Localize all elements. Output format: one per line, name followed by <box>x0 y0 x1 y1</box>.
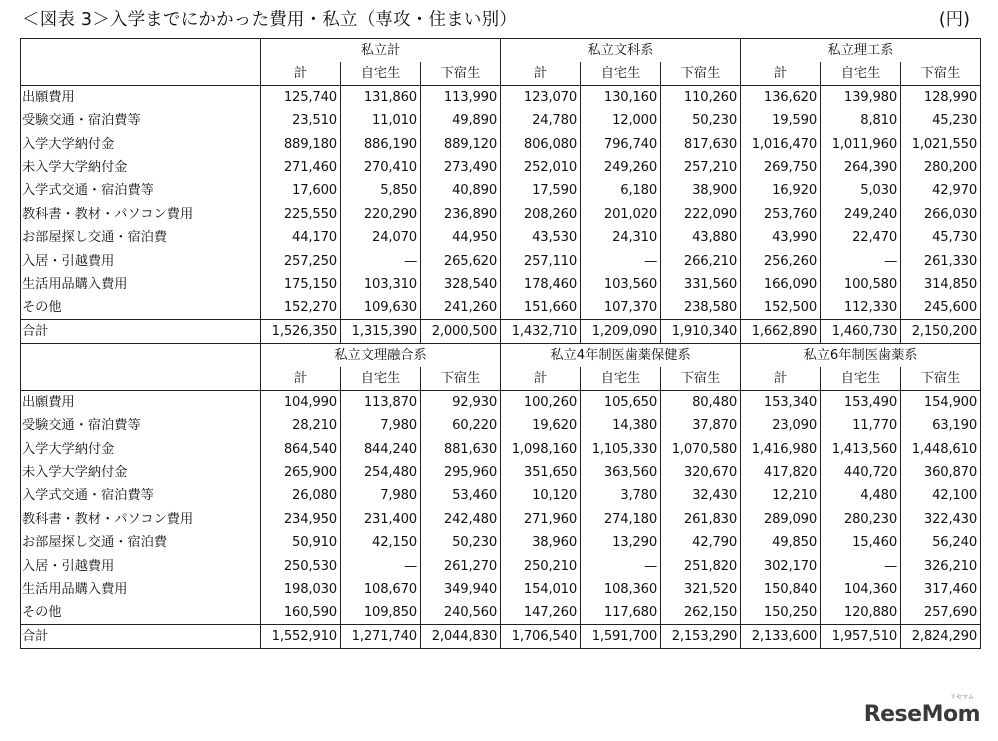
sub-header: 計 <box>501 62 581 86</box>
value-cell: 1,910,340 <box>661 320 741 344</box>
value-cell: 26,080 <box>261 484 341 507</box>
value-cell: 104,990 <box>261 391 341 415</box>
value-cell: 864,540 <box>261 438 341 461</box>
value-cell: 1,070,580 <box>661 438 741 461</box>
table-row <box>21 156 981 179</box>
value-cell: 139,980 <box>821 86 901 110</box>
value-cell: 241,260 <box>421 296 501 320</box>
row-label: 出願費用 <box>21 391 261 415</box>
value-cell: 266,210 <box>661 249 741 272</box>
value-cell: 152,500 <box>741 296 821 320</box>
value-cell: 43,880 <box>661 226 741 249</box>
value-cell: 150,840 <box>741 578 821 601</box>
value-cell: — <box>581 249 661 272</box>
value-cell: 881,630 <box>421 438 501 461</box>
value-cell: 201,020 <box>581 203 661 226</box>
value-cell: 175,150 <box>261 273 341 296</box>
value-cell: 11,770 <box>821 414 901 437</box>
value-cell: 147,260 <box>501 601 581 625</box>
value-cell: 2,150,200 <box>901 320 981 344</box>
header-blank-cell <box>21 39 261 63</box>
group-header-row <box>21 344 981 368</box>
row-label: その他 <box>21 601 261 625</box>
table-row <box>21 531 981 554</box>
value-cell: 363,560 <box>581 461 661 484</box>
sub-header: 自宅生 <box>581 367 661 391</box>
value-cell: 80,480 <box>661 391 741 415</box>
value-cell: 113,990 <box>421 86 501 110</box>
value-cell: 45,230 <box>901 109 981 132</box>
value-cell: 178,460 <box>501 273 581 296</box>
value-cell: 280,200 <box>901 156 981 179</box>
sub-header: 自宅生 <box>581 62 661 86</box>
table-row <box>21 273 981 296</box>
value-cell: 262,150 <box>661 601 741 625</box>
sub-header-row <box>21 62 981 86</box>
value-cell: 271,960 <box>501 508 581 531</box>
value-cell: 351,650 <box>501 461 581 484</box>
value-cell: 109,630 <box>341 296 421 320</box>
value-cell: 249,240 <box>821 203 901 226</box>
value-cell: 331,560 <box>661 273 741 296</box>
table-row <box>21 508 981 531</box>
sub-header: 自宅生 <box>341 367 421 391</box>
value-cell: 108,360 <box>581 578 661 601</box>
value-cell: 1,413,560 <box>821 438 901 461</box>
value-cell: 104,360 <box>821 578 901 601</box>
value-cell: 15,460 <box>821 531 901 554</box>
table-row <box>21 132 981 155</box>
row-label: 入学大学納付金 <box>21 438 261 461</box>
value-cell: 889,120 <box>421 132 501 155</box>
value-cell: — <box>581 554 661 577</box>
value-cell: 152,270 <box>261 296 341 320</box>
value-cell: 4,480 <box>821 484 901 507</box>
table-title: ＜図表 3＞入学までにかかった費用・私立（専攻・住まい別） <box>22 10 517 30</box>
row-label: 受験交通・宿泊費等 <box>21 109 261 132</box>
sub-header: 下宿生 <box>661 367 741 391</box>
group-header: 私立文科系 <box>501 39 741 63</box>
value-cell: 45,730 <box>901 226 981 249</box>
table-row <box>21 391 981 415</box>
value-cell: 100,580 <box>821 273 901 296</box>
value-cell: 1,315,390 <box>341 320 421 344</box>
logo-ruby: リセマム <box>950 694 974 701</box>
value-cell: 256,260 <box>741 249 821 272</box>
value-cell: 240,560 <box>421 601 501 625</box>
resemom-logo: ReseMom <box>863 702 980 727</box>
value-cell: 322,430 <box>901 508 981 531</box>
value-cell: 222,090 <box>661 203 741 226</box>
value-cell: 1,105,330 <box>581 438 661 461</box>
table-row <box>21 578 981 601</box>
value-cell: 261,270 <box>421 554 501 577</box>
value-cell: 1,011,960 <box>821 132 901 155</box>
value-cell: 806,080 <box>501 132 581 155</box>
value-cell: 166,090 <box>741 273 821 296</box>
row-label: 合計 <box>21 625 261 649</box>
sub-header: 計 <box>261 62 341 86</box>
value-cell: 1,448,610 <box>901 438 981 461</box>
value-cell: 160,590 <box>261 601 341 625</box>
value-cell: 295,960 <box>421 461 501 484</box>
value-cell: 123,070 <box>501 86 581 110</box>
value-cell: 271,460 <box>261 156 341 179</box>
value-cell: 252,010 <box>501 156 581 179</box>
value-cell: 2,000,500 <box>421 320 501 344</box>
row-label: 入居・引越費用 <box>21 554 261 577</box>
value-cell: 32,430 <box>661 484 741 507</box>
value-cell: 49,890 <box>421 109 501 132</box>
group-header: 私立理工系 <box>741 39 981 63</box>
value-cell: 417,820 <box>741 461 821 484</box>
value-cell: 8,810 <box>821 109 901 132</box>
value-cell: 17,600 <box>261 179 341 202</box>
value-cell: 40,890 <box>421 179 501 202</box>
sub-header: 下宿生 <box>901 367 981 391</box>
sub-header: 自宅生 <box>341 62 421 86</box>
value-cell: 110,260 <box>661 86 741 110</box>
value-cell: 42,970 <box>901 179 981 202</box>
value-cell: 254,480 <box>341 461 421 484</box>
value-cell: 154,010 <box>501 578 581 601</box>
value-cell: 17,590 <box>501 179 581 202</box>
value-cell: 231,400 <box>341 508 421 531</box>
value-cell: 208,260 <box>501 203 581 226</box>
value-cell: 43,990 <box>741 226 821 249</box>
value-cell: 289,090 <box>741 508 821 531</box>
value-cell: 5,030 <box>821 179 901 202</box>
row-label: 出願費用 <box>21 86 261 110</box>
row-label: 入居・引越費用 <box>21 249 261 272</box>
value-cell: 1,706,540 <box>501 625 581 649</box>
table-row <box>21 554 981 577</box>
value-cell: 92,930 <box>421 391 501 415</box>
value-cell: 349,940 <box>421 578 501 601</box>
value-cell: 1,416,980 <box>741 438 821 461</box>
sub-header: 計 <box>261 367 341 391</box>
value-cell: 234,950 <box>261 508 341 531</box>
row-label: 受験交通・宿泊費等 <box>21 414 261 437</box>
row-label: 生活用品購入費用 <box>21 273 261 296</box>
value-cell: 1,021,550 <box>901 132 981 155</box>
sub-header: 計 <box>741 62 821 86</box>
value-cell: 3,780 <box>581 484 661 507</box>
value-cell: 2,824,290 <box>901 625 981 649</box>
table-row <box>21 109 981 132</box>
value-cell: 53,460 <box>421 484 501 507</box>
value-cell: 28,210 <box>261 414 341 437</box>
value-cell: 265,620 <box>421 249 501 272</box>
value-cell: 321,520 <box>661 578 741 601</box>
group-header: 私立計 <box>261 39 501 63</box>
value-cell: 131,860 <box>341 86 421 110</box>
table-row <box>21 296 981 320</box>
value-cell: 257,110 <box>501 249 581 272</box>
value-cell: 360,870 <box>901 461 981 484</box>
value-cell: 7,980 <box>341 414 421 437</box>
value-cell: 14,380 <box>581 414 661 437</box>
group-header: 私立6年制医歯薬系 <box>741 344 981 368</box>
value-cell: 2,044,830 <box>421 625 501 649</box>
value-cell: 886,190 <box>341 132 421 155</box>
value-cell: 24,780 <box>501 109 581 132</box>
table-row <box>21 203 981 226</box>
row-label: その他 <box>21 296 261 320</box>
group-header: 私立4年制医歯薬保健系 <box>501 344 741 368</box>
group-header-row <box>21 39 981 63</box>
value-cell: 151,660 <box>501 296 581 320</box>
value-cell: 13,290 <box>581 531 661 554</box>
value-cell: 250,530 <box>261 554 341 577</box>
value-cell: 273,490 <box>421 156 501 179</box>
table-row <box>21 438 981 461</box>
value-cell: 1,098,160 <box>501 438 581 461</box>
value-cell: 150,250 <box>741 601 821 625</box>
value-cell: 108,670 <box>341 578 421 601</box>
table-row <box>21 249 981 272</box>
value-cell: 63,190 <box>901 414 981 437</box>
value-cell: 257,210 <box>661 156 741 179</box>
value-cell: 37,870 <box>661 414 741 437</box>
value-cell: 220,290 <box>341 203 421 226</box>
cost-table <box>20 38 981 649</box>
value-cell: 50,230 <box>421 531 501 554</box>
sub-header: 下宿生 <box>421 62 501 86</box>
sub-header-row <box>21 367 981 391</box>
table-row <box>21 86 981 110</box>
value-cell: 12,000 <box>581 109 661 132</box>
value-cell: 103,310 <box>341 273 421 296</box>
value-cell: 326,210 <box>901 554 981 577</box>
row-label: 合計 <box>21 320 261 344</box>
table-row <box>21 461 981 484</box>
value-cell: 154,900 <box>901 391 981 415</box>
value-cell: 265,900 <box>261 461 341 484</box>
sub-header: 下宿生 <box>661 62 741 86</box>
row-label: 生活用品購入費用 <box>21 578 261 601</box>
value-cell: 257,690 <box>901 601 981 625</box>
value-cell: 280,230 <box>821 508 901 531</box>
table-row <box>21 484 981 507</box>
value-cell: 38,900 <box>661 179 741 202</box>
sub-header: 自宅生 <box>821 62 901 86</box>
sub-header: 下宿生 <box>421 367 501 391</box>
value-cell: 440,720 <box>821 461 901 484</box>
value-cell: 198,030 <box>261 578 341 601</box>
value-cell: 153,490 <box>821 391 901 415</box>
value-cell: 269,750 <box>741 156 821 179</box>
table-row <box>21 179 981 202</box>
total-row <box>21 625 981 649</box>
value-cell: 56,240 <box>901 531 981 554</box>
value-cell: 249,260 <box>581 156 661 179</box>
sub-header: 自宅生 <box>821 367 901 391</box>
value-cell: 103,560 <box>581 273 661 296</box>
value-cell: 100,260 <box>501 391 581 415</box>
value-cell: 2,153,290 <box>661 625 741 649</box>
header-blank-cell <box>21 344 261 368</box>
total-row <box>21 320 981 344</box>
value-cell: 120,880 <box>821 601 901 625</box>
sub-header: 下宿生 <box>901 62 981 86</box>
value-cell: 125,740 <box>261 86 341 110</box>
value-cell: 130,160 <box>581 86 661 110</box>
value-cell: 11,010 <box>341 109 421 132</box>
value-cell: 38,960 <box>501 531 581 554</box>
value-cell: 44,950 <box>421 226 501 249</box>
value-cell: 261,830 <box>661 508 741 531</box>
value-cell: 12,210 <box>741 484 821 507</box>
value-cell: 117,680 <box>581 601 661 625</box>
value-cell: 889,180 <box>261 132 341 155</box>
value-cell: 1,209,090 <box>581 320 661 344</box>
value-cell: 50,910 <box>261 531 341 554</box>
value-cell: 7,980 <box>341 484 421 507</box>
value-cell: 236,890 <box>421 203 501 226</box>
value-cell: 844,240 <box>341 438 421 461</box>
value-cell: 238,580 <box>661 296 741 320</box>
value-cell: — <box>821 249 901 272</box>
value-cell: 1,662,890 <box>741 320 821 344</box>
value-cell: 24,310 <box>581 226 661 249</box>
table-row <box>21 601 981 625</box>
unit-label: (円) <box>938 10 970 30</box>
value-cell: 16,920 <box>741 179 821 202</box>
table-row <box>21 226 981 249</box>
value-cell: 274,180 <box>581 508 661 531</box>
value-cell: 1,016,470 <box>741 132 821 155</box>
value-cell: 23,090 <box>741 414 821 437</box>
value-cell: 314,850 <box>901 273 981 296</box>
value-cell: 49,850 <box>741 531 821 554</box>
value-cell: 128,990 <box>901 86 981 110</box>
value-cell: 136,620 <box>741 86 821 110</box>
value-cell: 107,370 <box>581 296 661 320</box>
value-cell: 42,100 <box>901 484 981 507</box>
value-cell: 242,480 <box>421 508 501 531</box>
value-cell: 261,330 <box>901 249 981 272</box>
value-cell: 2,133,600 <box>741 625 821 649</box>
value-cell: 153,340 <box>741 391 821 415</box>
value-cell: 24,070 <box>341 226 421 249</box>
sub-header: 計 <box>501 367 581 391</box>
value-cell: — <box>341 554 421 577</box>
value-cell: 250,210 <box>501 554 581 577</box>
value-cell: 60,220 <box>421 414 501 437</box>
value-cell: 42,150 <box>341 531 421 554</box>
value-cell: 6,180 <box>581 179 661 202</box>
value-cell: 1,526,350 <box>261 320 341 344</box>
value-cell: 796,740 <box>581 132 661 155</box>
row-label: 教科書・教材・パソコン費用 <box>21 203 261 226</box>
row-label: 入学大学納付金 <box>21 132 261 155</box>
value-cell: — <box>821 554 901 577</box>
value-cell: 328,540 <box>421 273 501 296</box>
value-cell: 19,590 <box>741 109 821 132</box>
value-cell: 43,530 <box>501 226 581 249</box>
value-cell: 245,600 <box>901 296 981 320</box>
value-cell: 251,820 <box>661 554 741 577</box>
value-cell: 44,170 <box>261 226 341 249</box>
value-cell: 1,552,910 <box>261 625 341 649</box>
value-cell: 1,271,740 <box>341 625 421 649</box>
value-cell: 302,170 <box>741 554 821 577</box>
value-cell: 270,410 <box>341 156 421 179</box>
value-cell: — <box>341 249 421 272</box>
value-cell: 225,550 <box>261 203 341 226</box>
value-cell: 253,760 <box>741 203 821 226</box>
value-cell: 10,120 <box>501 484 581 507</box>
header-blank-cell <box>21 62 261 86</box>
sub-header: 計 <box>741 367 821 391</box>
row-label: 入学式交通・宿泊費等 <box>21 179 261 202</box>
value-cell: 109,850 <box>341 601 421 625</box>
value-cell: 113,870 <box>341 391 421 415</box>
row-label: 未入学大学納付金 <box>21 461 261 484</box>
value-cell: 50,230 <box>661 109 741 132</box>
group-header: 私立文理融合系 <box>261 344 501 368</box>
value-cell: 1,460,730 <box>821 320 901 344</box>
row-label: 未入学大学納付金 <box>21 156 261 179</box>
value-cell: 105,650 <box>581 391 661 415</box>
header-blank-cell <box>21 367 261 391</box>
value-cell: 264,390 <box>821 156 901 179</box>
value-cell: 5,850 <box>341 179 421 202</box>
value-cell: 817,630 <box>661 132 741 155</box>
value-cell: 1,432,710 <box>501 320 581 344</box>
row-label: お部屋探し交通・宿泊費 <box>21 226 261 249</box>
value-cell: 112,330 <box>821 296 901 320</box>
value-cell: 23,510 <box>261 109 341 132</box>
value-cell: 22,470 <box>821 226 901 249</box>
value-cell: 42,790 <box>661 531 741 554</box>
value-cell: 317,460 <box>901 578 981 601</box>
table-row <box>21 414 981 437</box>
row-label: 入学式交通・宿泊費等 <box>21 484 261 507</box>
value-cell: 266,030 <box>901 203 981 226</box>
value-cell: 1,591,700 <box>581 625 661 649</box>
value-cell: 320,670 <box>661 461 741 484</box>
value-cell: 257,250 <box>261 249 341 272</box>
value-cell: 1,957,510 <box>821 625 901 649</box>
value-cell: 19,620 <box>501 414 581 437</box>
row-label: 教科書・教材・パソコン費用 <box>21 508 261 531</box>
row-label: お部屋探し交通・宿泊費 <box>21 531 261 554</box>
